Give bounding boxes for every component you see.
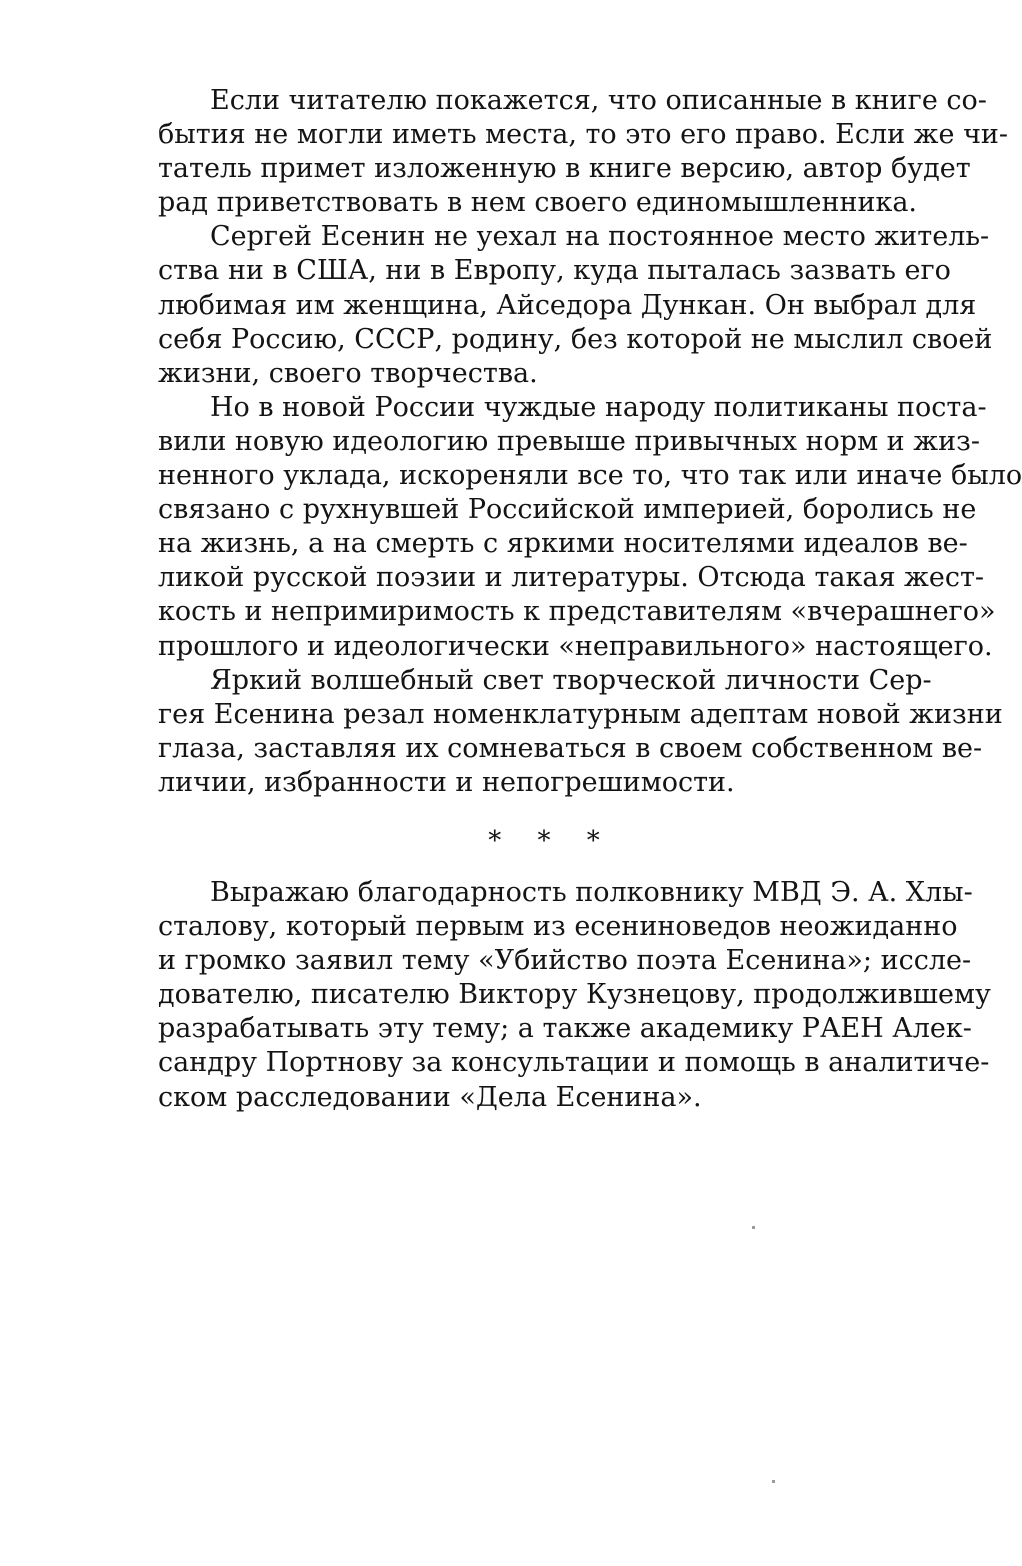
text-line: личии, избранности и непогрешимости. [158, 766, 735, 798]
scan-speck [772, 1480, 775, 1483]
text-line: себя Россию, СССР, родину, без которой не мыслил своей [158, 323, 993, 355]
text-line: Сергей Есенин не уехал на постоянное место житель- [210, 221, 990, 253]
text-line: Яркий волшебный свет творческой личности Сер- [210, 664, 932, 696]
text-line: глаза, заставляя их сомневаться в своем собственном ве- [158, 732, 983, 764]
text-line: разрабатывать эту тему; а также академику РАЕН Алек- [158, 1013, 972, 1045]
text-line: любимая им женщина, Айседора Дункан. Он выбрал для [158, 289, 977, 321]
paragraph-acknowledgement [158, 876, 991, 1115]
text-line: жизни, своего творчества. [158, 357, 538, 389]
text-line: ненного уклада, искореняли все то, что так или иначе было [158, 460, 1022, 492]
paragraph-esenin-choice [158, 220, 993, 390]
text-line: ликой русской поэзии и литературы. Отсюда такая жест- [158, 562, 985, 594]
scan-speck [752, 1226, 755, 1229]
text-line: рад приветствовать в нем своего единомышленника. [158, 187, 918, 219]
text-line: прошлого и идеологически «неправильного» настоящего. [158, 630, 993, 662]
text-line: и громко заявил тему «Убийство поэта Есенина»; иссле- [158, 945, 972, 977]
text-line: связано с рухнувшей Российской империей, боролись не [158, 494, 977, 526]
paragraph-bright-light [158, 664, 1003, 800]
text-line: бытия не могли иметь места, то это его право. Если же чи- [158, 119, 1009, 151]
text-line: Выражаю благодарность полковнику МВД Э. А. Хлы- [210, 876, 973, 908]
text-line: сталову, который первым из есениноведов неожиданно [158, 911, 958, 943]
text-line: кость и непримиримость к представителям «вчерашнего» [158, 596, 996, 628]
text-line: гея Есенина резал номенклатурным адептам новой жизни [158, 698, 1003, 730]
page-text-block [158, 84, 1022, 1115]
text-line: Но в новой России чуждые народу политиканы поста- [210, 391, 987, 423]
text-line: дователю, писателю Виктору Кузнецову, продолжившему [158, 979, 991, 1011]
section-separator: * * * [488, 825, 614, 856]
text-line: ском расследовании «Дела Есенина». [158, 1081, 702, 1113]
text-line: Если читателю покажется, что описанные в книге со- [210, 85, 987, 116]
text-line: ства ни в США, ни в Европу, куда пыталась зазвать его [158, 255, 951, 287]
paragraph-reader-right [158, 84, 1009, 220]
paragraph-new-russia [158, 391, 1022, 664]
text-line: татель примет изложенную в книге версию, автор будет [158, 153, 971, 185]
text-line: вили новую идеологию превыше привычных норм и жиз- [158, 425, 980, 457]
text-line: на жизнь, а на смерть с яркими носителями идеалов ве- [158, 528, 968, 560]
text-line: сандру Портнову за консультации и помощь в аналитиче- [158, 1047, 990, 1079]
